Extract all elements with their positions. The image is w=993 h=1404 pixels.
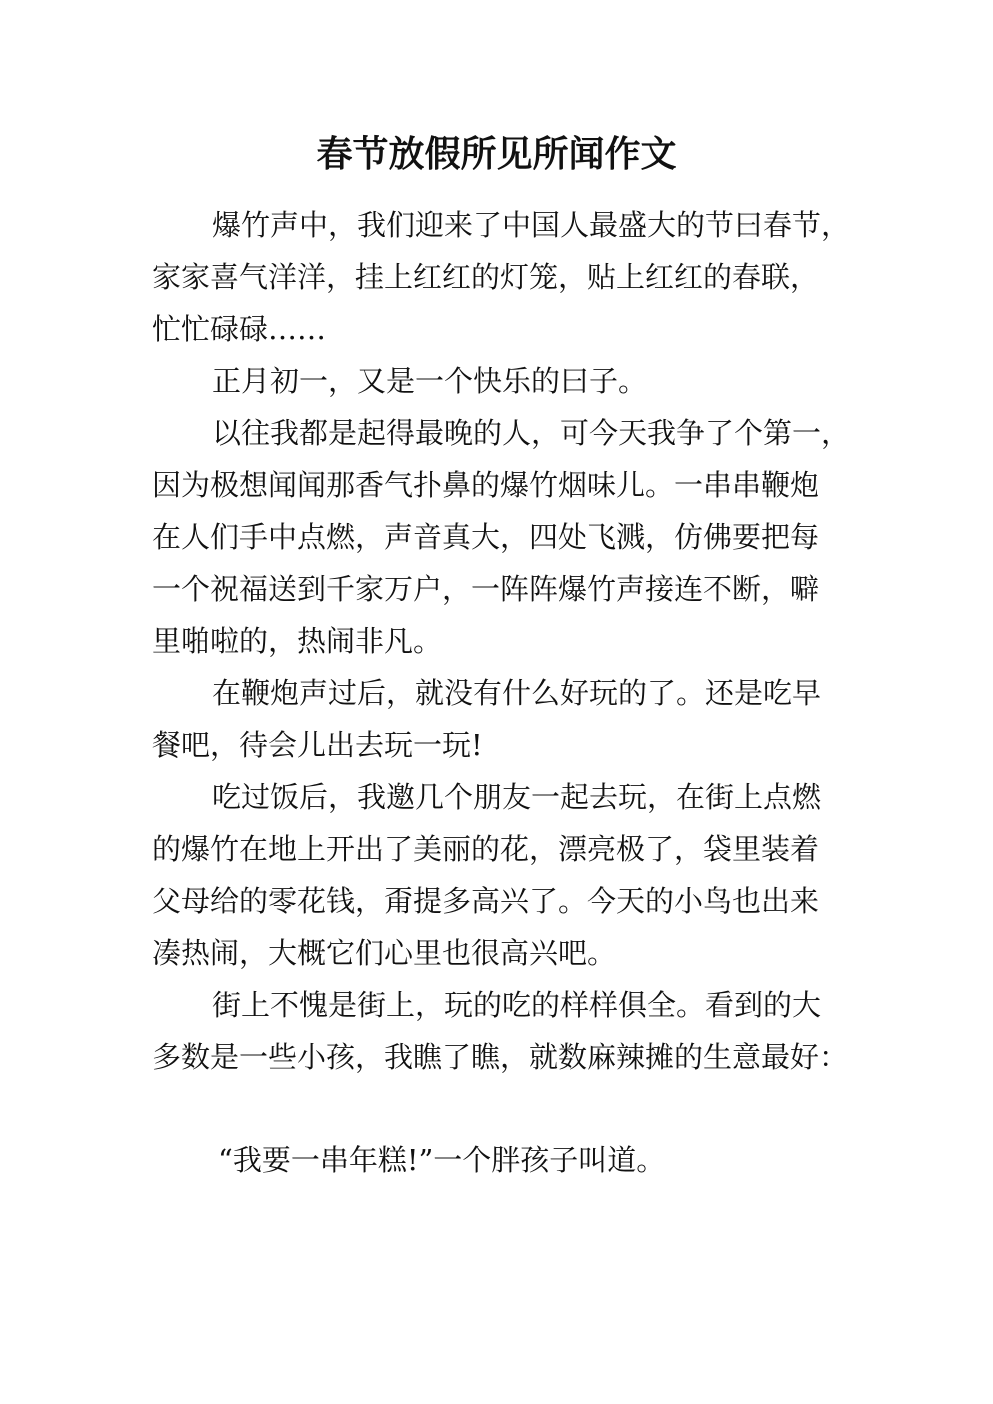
paragraph xyxy=(152,771,872,979)
text-line: 街上不愧是街上，玩的吃的样样俱全。看到的大 xyxy=(212,988,822,1022)
text-line: 多数是一些小孩，我瞧了瞧，就数麻辣摊的生意最好： xyxy=(152,1040,849,1074)
document-body xyxy=(152,199,872,1083)
paragraph xyxy=(152,667,872,771)
text-line: 餐吧，待会儿出去玩一玩! xyxy=(152,728,483,762)
text-line: 的爆竹在地上开出了美丽的花，漂亮极了，袋里装着 xyxy=(152,832,820,866)
text-line: 里啪啦的，热闹非凡。 xyxy=(152,624,443,658)
text-line: 凑热闹，大概它们心里也很高兴吧。 xyxy=(152,936,617,970)
text-line: 在人们手中点燃，声音真大，四处飞溅，仿佛要把每 xyxy=(152,520,820,554)
paragraph xyxy=(152,979,872,1083)
text-line: 爆竹声中，我们迎来了中国人最盛大的节曰春节， xyxy=(212,208,851,242)
text-line: 父母给的零花钱，甭提多高兴了。今天的小鸟也出来 xyxy=(152,884,820,918)
text-line: 因为极想闻闻那香气扑鼻的爆竹烟味儿。一串串鞭炮 xyxy=(152,468,820,502)
paragraph xyxy=(152,407,872,667)
text-line: 吃过饭后，我邀几个朋友一起去玩，在街上点燃 xyxy=(212,780,822,814)
text-line: 正月初一，又是一个快乐的曰子。 xyxy=(212,364,648,398)
document-title: 春节放假所见所闻作文 xyxy=(316,134,677,175)
text-line: 在鞭炮声过后，就没有什么好玩的了。还是吃早 xyxy=(212,676,822,710)
text-line: 以往我都是起得最晚的人，可今天我争了个第一， xyxy=(212,416,851,450)
paragraph xyxy=(152,355,872,407)
quote-paragraph: “我要一串年糕!”一个胖孩子叫道。 xyxy=(218,1143,666,1177)
text-line: 忙忙碌碌…… xyxy=(152,312,327,346)
paragraph xyxy=(152,199,872,355)
text-line: 家家喜气洋洋，挂上红红的灯笼，贴上红红的春联， xyxy=(152,260,820,294)
text-line: 一个祝福送到千家万户，一阵阵爆竹声接连不断，噼 xyxy=(152,572,820,606)
